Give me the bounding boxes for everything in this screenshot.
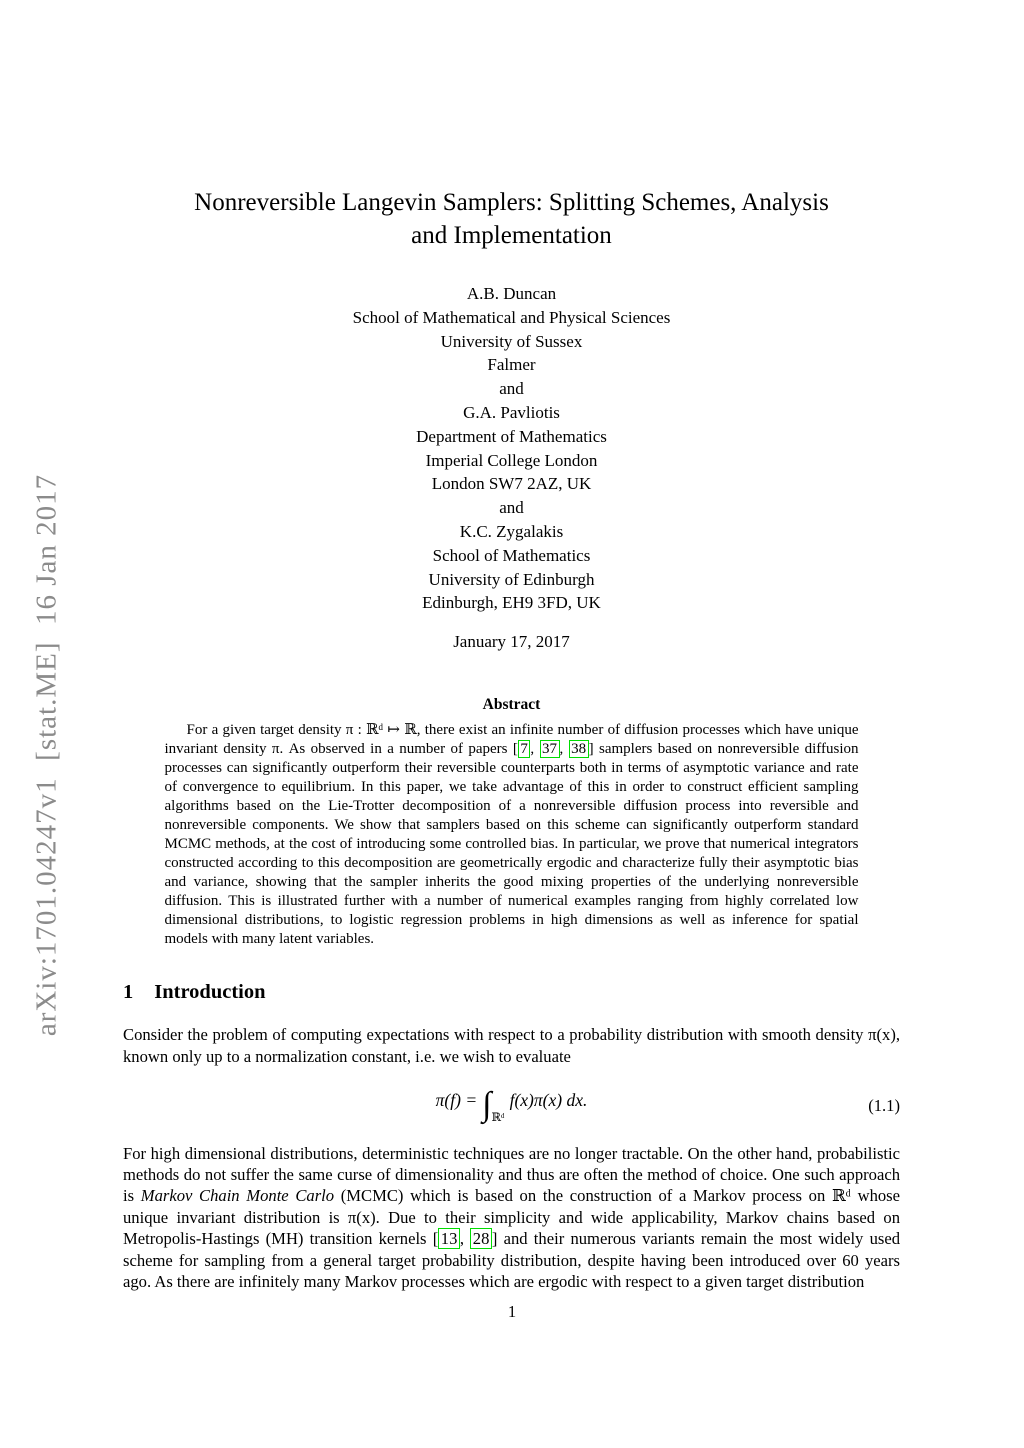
author-block [123,282,900,615]
author-affiliation: Department of Mathematics [416,426,607,446]
author-affiliation: School of Mathematical and Physical Sciences [352,307,671,327]
equation-body [123,1086,900,1124]
citation-separator: , [459,1229,471,1249]
author-separator: and [499,498,524,518]
equation-number: (1.1) [868,1095,900,1115]
author-affiliation: Falmer [487,355,536,375]
intro-paragraph-1: Consider the problem of computing expectations with respect to a probability distribution with smooth density π(x), known only up to a normalization constant, i.e. we wish to evaluate [123,1025,900,1066]
author-affiliation: University of Edinburgh [428,569,595,589]
display-equation-1-1 [123,1084,900,1132]
equation-integrand: f(x)π(x) dx. [509,1089,588,1110]
paper-title [123,186,900,252]
author-separator: and [499,379,524,399]
page-number: 1 [507,1302,517,1321]
citation-link-38[interactable]: 38 [569,740,589,758]
author-name: A.B. Duncan [466,284,557,303]
paper-title-line2: and Implementation [411,222,612,249]
author-affiliation: London SW7 2AZ, UK [431,474,592,494]
abstract-segment: ] samplers based on nonreversible diffusion processes can significantly outperform their reversible counterparts both in terms of asymptotic variance and rate of convergence to equilibrium. In this paper, we take advantage of this in order to construct efficient sampling algorithms based on the Lie-Trotter decomposition of a nonreversible diffusion process into reversible and nonreversible components. We show that samplers based on this scheme can significantly outperform standard MCMC methods, at the cost of introducing some controlled bias. In particular, we prove that numerical integrators constructed according to this decomposition are geometrically ergodic and characterize fully their asymptotic bias and variance, showing that the sampler inherits the good mixing properties of the underlying nonreversible diffusion. This is illustrated further with a number of numerical examples ranging from highly correlated low dimensional distributions, to logistic regression problems in high dimensions as well as inference for spatial models with many latent variables. [164,741,859,948]
arxiv-watermark: arXiv:1701.04247v1 [stat.ME] 16 Jan 2017 [30,473,63,1037]
author-affiliation: School of Mathematics [432,545,591,565]
author-affiliation: University of Sussex [440,331,583,351]
integral-sign: ∫ [482,1085,492,1123]
intro-paragraph-2 [123,1143,900,1293]
emphasized-term-mcmc: Markov Chain Monte Carlo [140,1186,335,1206]
citation-link-13[interactable]: 13 [438,1228,460,1249]
paragraph-segment: (MCMC) which is based on the construction of a Markov process on ℝᵈ whose unique invariant distribution is π(x). Due to their simplicity and wide applicability, Markov chains based on Metropolis-Hastings (MH) transition kernels [ [123,1186,900,1249]
author-name: G.A. Pavliotis [463,402,560,422]
paragraph-segment: ] and their numerous variants remain the most widely used scheme for sampling from a general target probability distribution, despite having been introduced over 60 years ago. As there are infinitely many Markov processes which are ergodic with respect to a given target distribution [123,1229,901,1291]
author-affiliation: Edinburgh, EH9 3FD, UK [422,593,601,613]
citation-separator: , [530,741,540,758]
citation-separator: , [559,741,569,758]
citation-link-7[interactable]: 7 [518,740,531,758]
paper-date: January 17, 2017 [453,632,570,652]
equation-lhs: π(f) = [435,1089,478,1110]
citation-link-37[interactable]: 37 [540,740,560,758]
author-affiliation: Imperial College London [425,450,598,470]
paper-title-line1: Nonreversible Langevin Samplers: Splitting Schemes, Analysis [194,189,829,216]
text-column [123,0,900,1309]
citation-link-28[interactable]: 28 [470,1228,492,1249]
abstract-segment: For a given target density π : ℝᵈ ↦ ℝ, there exist an infinite number of diffusion processes which have unique invariant density π. As observed in a number of papers [ [164,722,859,758]
abstract-text [165,721,859,949]
section-title: Introduction [154,981,266,1004]
author-name: K.C. Zygalakis [459,521,564,541]
section-heading-introduction [123,979,900,1005]
section-number: 1 [123,981,134,1004]
abstract-heading: Abstract [482,696,541,714]
integral-domain: ℝᵈ [491,1111,505,1124]
paragraph-segment: For high dimensional distributions, deterministic techniques are no longer tractable. On the other hand, probabilistic methods do not suffer the same curse of dimensionality and thus are often the method of choice. One such approach is [123,1143,900,1206]
